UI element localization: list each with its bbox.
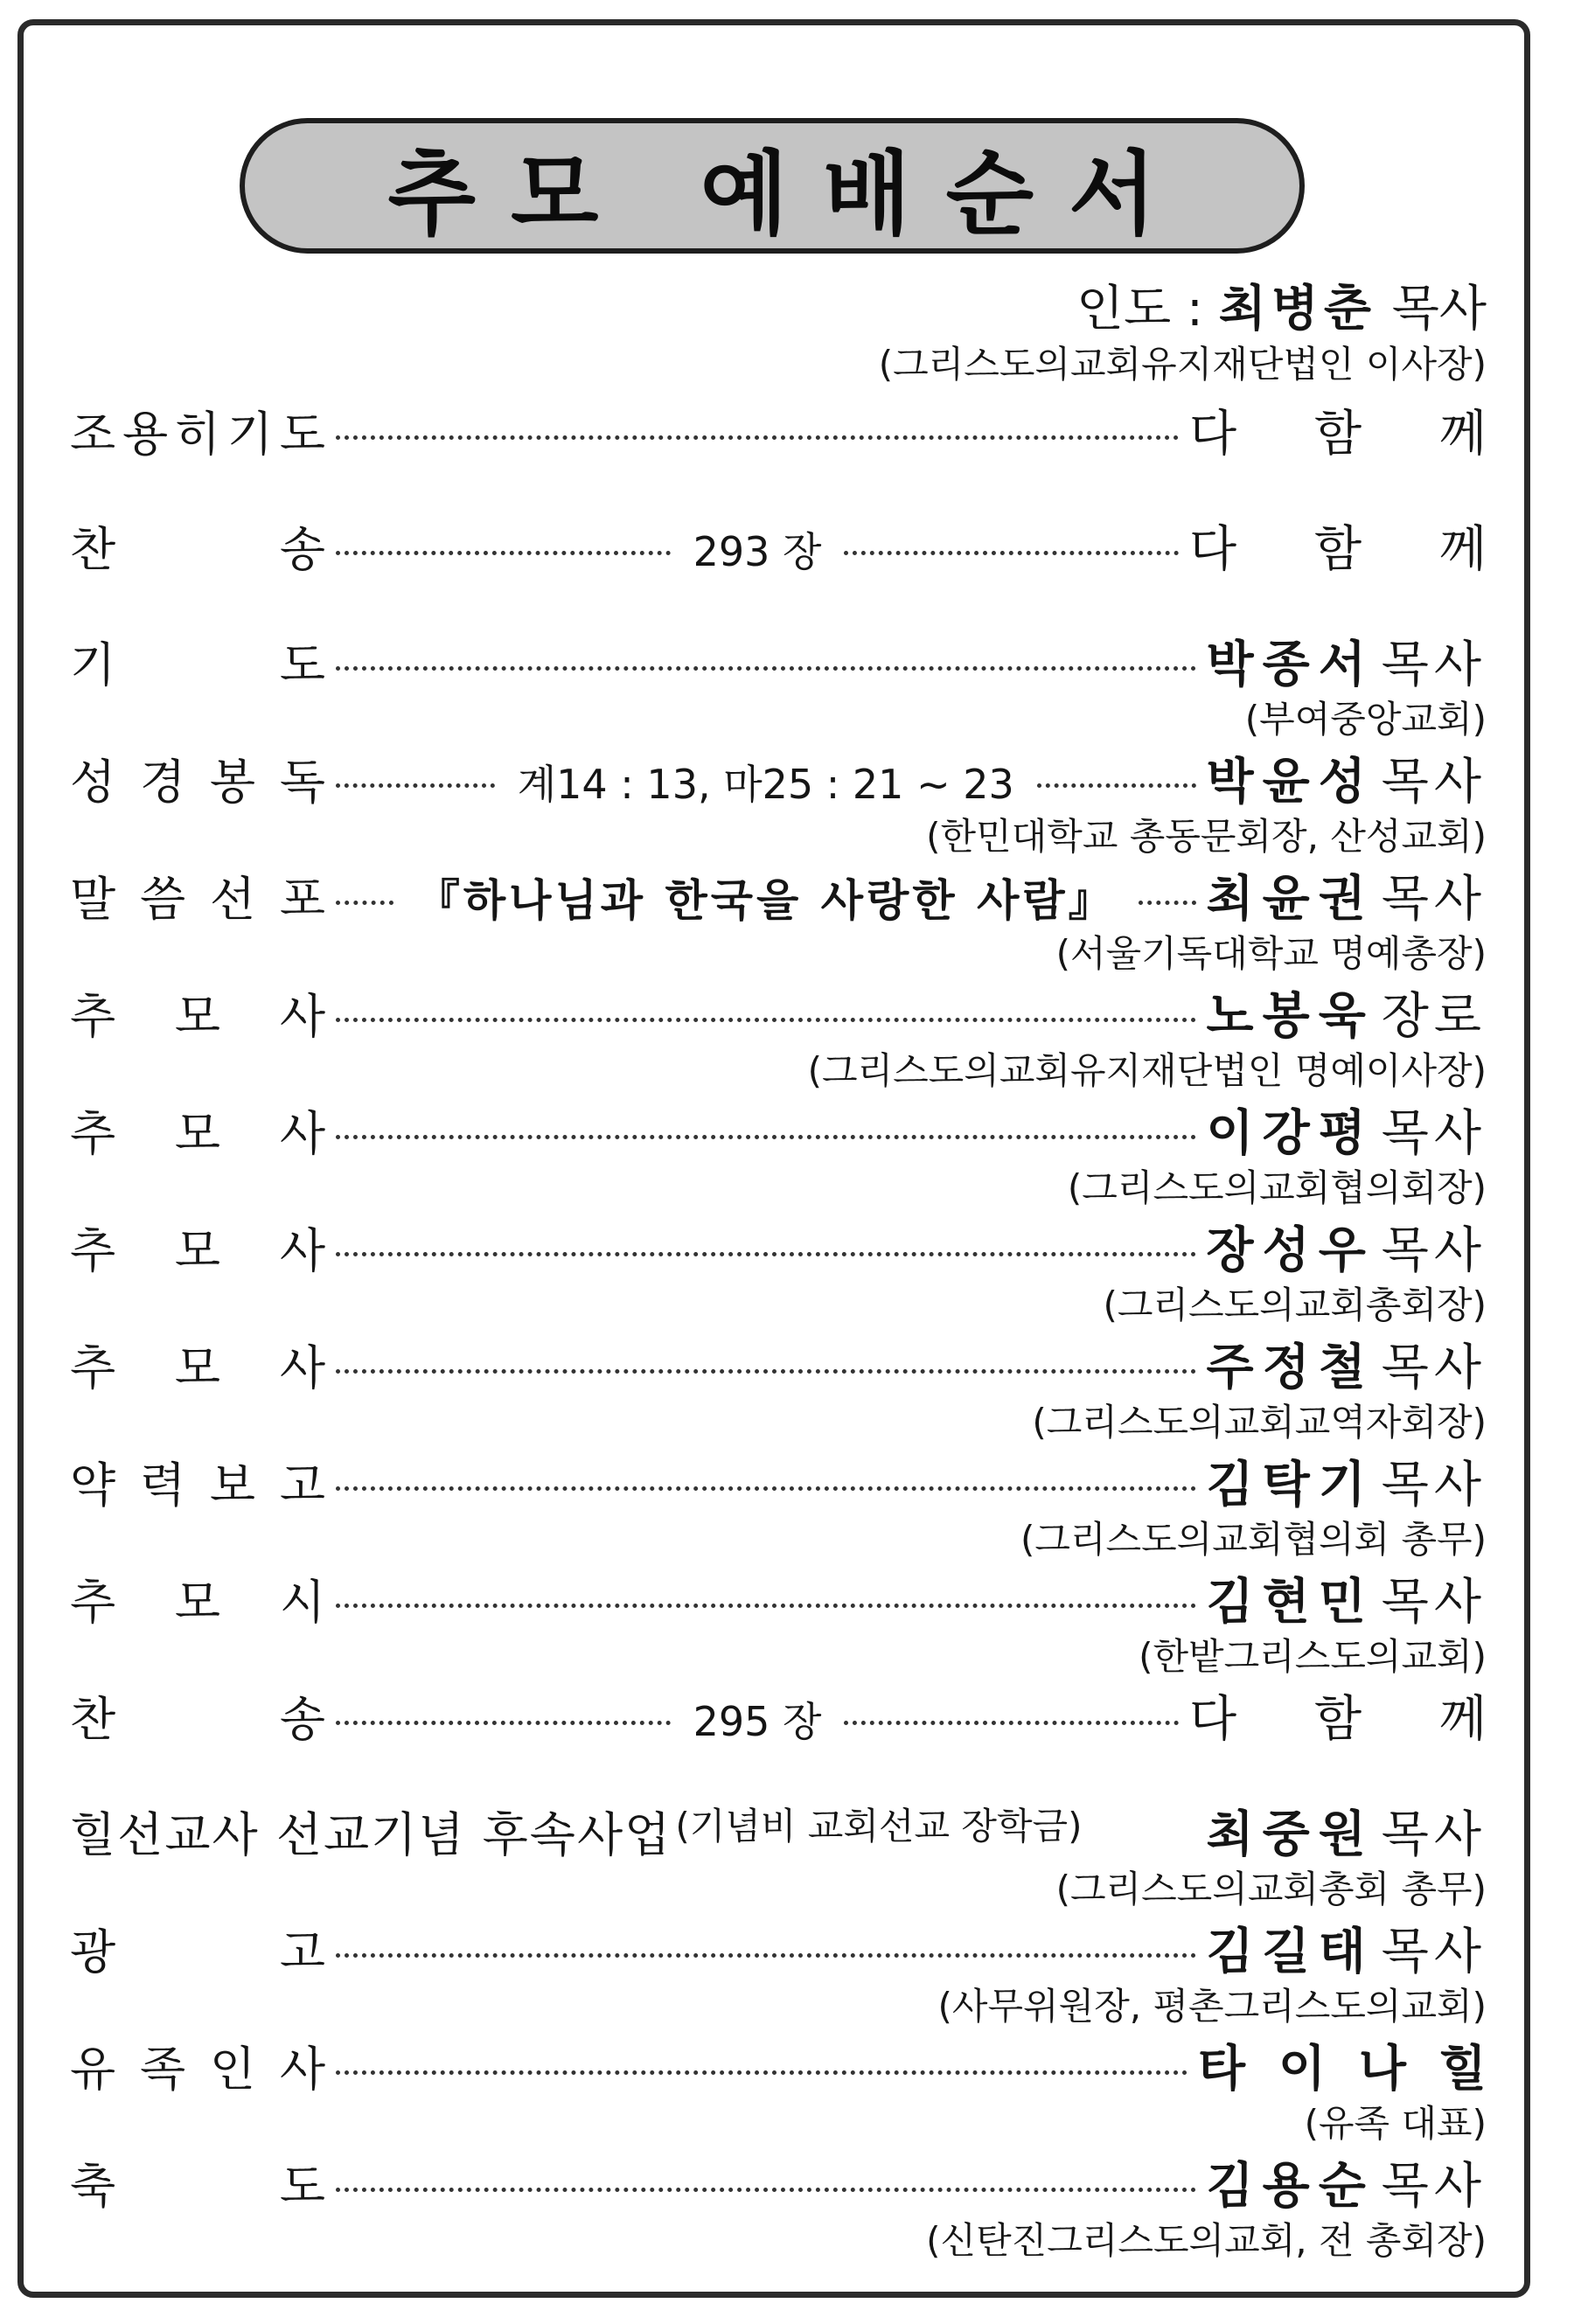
- service-item: [70, 1212, 1487, 1329]
- leader-dots: [336, 2070, 1187, 2075]
- item-participants: [1189, 511, 1487, 581]
- item-label-char: 씀: [139, 872, 186, 927]
- item-participants: [1189, 1680, 1487, 1750]
- item-person: [1207, 1446, 1487, 1516]
- service-row: [70, 626, 1487, 696]
- leader-dots: [336, 1018, 1196, 1022]
- participant-char: 께: [1438, 406, 1487, 463]
- item-label: [70, 1798, 1083, 1865]
- participant-char: 함: [1313, 1691, 1362, 1748]
- item-label-char: 도: [279, 637, 325, 692]
- item-label-char: 사: [279, 1223, 325, 1278]
- item-person: [1207, 860, 1487, 930]
- row-gap: [70, 581, 1487, 626]
- item-label-char: 보: [209, 1458, 256, 1513]
- person-title: 목사: [1381, 1574, 1487, 1631]
- item-person: [1207, 1329, 1487, 1399]
- leader-label: 인도 :: [1076, 281, 1203, 337]
- item-label-char: 조: [70, 407, 116, 462]
- person-title: 목사: [1381, 1924, 1487, 1980]
- person-title: 목사: [1381, 871, 1487, 928]
- person-name: 장성우: [1206, 1222, 1375, 1279]
- item-person: [1207, 2147, 1487, 2217]
- service-item: [70, 1796, 1487, 1913]
- person-affiliation: (신탄진그리스도의교회, 전 총회장): [926, 2219, 1487, 2262]
- service-item: [70, 743, 1487, 860]
- service-item: [70, 1446, 1487, 1563]
- item-label: [70, 745, 325, 812]
- item-label-char: 고: [279, 1924, 325, 1980]
- item-label: [70, 1915, 325, 1982]
- item-person: [1207, 1563, 1487, 1633]
- person-title: 장로: [1381, 988, 1487, 1045]
- item-label-char: 사: [279, 2042, 325, 2097]
- item-label: [70, 1448, 325, 1515]
- leader-dots: [1037, 783, 1196, 788]
- person-title: 목사: [1381, 1105, 1487, 1162]
- leader-dots: [336, 435, 1179, 440]
- item-label-char: 추: [70, 1223, 116, 1278]
- service-item: [70, 2030, 1487, 2147]
- participant-char: 다: [1189, 1691, 1237, 1748]
- item-label-char: 시: [279, 1575, 325, 1630]
- service-item: [70, 2147, 1487, 2265]
- leader-org: (그리스도의교회유지재단법인 이사장): [878, 343, 1487, 386]
- item-label-char: 사: [279, 989, 325, 1044]
- item-label-char: 추: [70, 1340, 116, 1395]
- service-item: [70, 511, 1487, 626]
- leader-title: 목사: [1391, 281, 1487, 337]
- item-label-char: 유: [70, 2042, 116, 2097]
- person-name: 김탁기: [1206, 1457, 1375, 1513]
- name-char: 타: [1198, 2041, 1246, 2098]
- item-label-char: 약: [70, 1458, 116, 1513]
- item-label-char: 모: [174, 1340, 221, 1395]
- item-label-char: 모: [174, 989, 221, 1044]
- person-affiliation: (그리스도의교회총회 총무): [1055, 1868, 1487, 1910]
- leader-dots: [336, 1135, 1196, 1139]
- leader-name: 최병춘: [1218, 281, 1376, 337]
- service-row: [70, 1212, 1487, 1282]
- name-char: 힐: [1438, 2041, 1487, 2098]
- person-name: 김현민: [1206, 1574, 1375, 1631]
- participant-char: 께: [1438, 521, 1487, 578]
- participant-char: 함: [1313, 406, 1362, 463]
- person-affiliation: (한밭그리스도의교회): [1139, 1635, 1487, 1678]
- item-label-char: 기: [226, 407, 274, 462]
- item-label-char: 경: [139, 755, 186, 810]
- leader-dots: [336, 1369, 1196, 1374]
- item-label-char: 축: [70, 2159, 116, 2214]
- person-title: 목사: [1381, 1457, 1487, 1513]
- service-row: [70, 395, 1487, 465]
- leader-dots: [336, 2188, 1196, 2192]
- item-person: [1207, 626, 1487, 696]
- name-char: 이: [1278, 2041, 1327, 2098]
- item-label-text: 힐선교사 선교기념 후속사업: [70, 1807, 672, 1862]
- item-label-char: 송: [279, 522, 325, 577]
- item-label: [70, 628, 325, 695]
- participant-char: 께: [1438, 1691, 1487, 1748]
- row-gap: [70, 1750, 1487, 1796]
- service-item: [70, 395, 1487, 511]
- service-item: [70, 1680, 1487, 1796]
- item-label-char: 히: [174, 407, 221, 462]
- item-label: [70, 1096, 325, 1164]
- service-item: [70, 1913, 1487, 2030]
- item-label-char: 모: [174, 1223, 221, 1278]
- person-name: 이강평: [1206, 1105, 1375, 1162]
- item-label-char: 독: [279, 755, 325, 810]
- item-label-note: (기념비 교회선교 장학금): [675, 1805, 1083, 1847]
- service-row: [70, 2030, 1487, 2100]
- service-item: [70, 978, 1487, 1095]
- item-label-char: 력: [139, 1458, 186, 1513]
- person-name: 최중원: [1206, 1806, 1375, 1863]
- person-title: 목사: [1381, 2158, 1487, 2215]
- service-item: [70, 860, 1487, 978]
- item-person-name: [1198, 2030, 1487, 2100]
- item-label-char: 성: [70, 755, 116, 810]
- person-name: 박윤성: [1206, 754, 1375, 811]
- title-banner: [240, 118, 1305, 254]
- item-person: [1207, 1796, 1487, 1866]
- item-person: [1207, 978, 1487, 1047]
- item-label-char: 용: [122, 407, 169, 462]
- service-row: [70, 1095, 1487, 1165]
- leader-dots: [336, 551, 671, 555]
- person-affiliation: (그리스도의교회총회장): [1103, 1284, 1487, 1326]
- page-title: 추모 예배순서: [387, 140, 1192, 247]
- leader-block: [879, 280, 1487, 390]
- item-detail: 『하나님과 한국을 사랑한 사람』: [415, 875, 1116, 926]
- item-label: [70, 512, 325, 580]
- service-row: [70, 1329, 1487, 1399]
- item-label: [70, 1682, 325, 1750]
- person-name: 노봉욱: [1206, 988, 1375, 1045]
- leader-dots: [336, 901, 394, 905]
- item-label-char: 모: [174, 1575, 221, 1630]
- item-label: [70, 862, 325, 929]
- item-label-char: 포: [279, 872, 325, 927]
- leader-dots: [336, 1604, 1196, 1608]
- item-detail: 293 장: [693, 528, 822, 575]
- leader-dots: [336, 1721, 671, 1725]
- item-label: [70, 979, 325, 1047]
- item-label-char: 추: [70, 1575, 116, 1630]
- service-row: [70, 860, 1487, 930]
- leader-dots: [336, 1252, 1196, 1256]
- row-gap: [70, 465, 1487, 511]
- item-label: [70, 1214, 325, 1281]
- service-item: [70, 1329, 1487, 1446]
- item-label-char: 말: [70, 872, 116, 927]
- item-label-char: 인: [209, 2042, 256, 2097]
- person-name: 박종서: [1206, 637, 1375, 693]
- person-affiliation: (그리스도의교회협의회 총무): [1020, 1518, 1487, 1561]
- item-label-char: 기: [70, 637, 116, 692]
- item-label: [70, 1565, 325, 1632]
- person-affiliation: (한민대학교 총동문회장, 산성교회): [926, 815, 1487, 858]
- item-participants: [1189, 395, 1487, 465]
- leader-dots: [844, 551, 1179, 555]
- person-affiliation: (그리스도의교회교역자회장): [1032, 1401, 1487, 1444]
- person-title: 목사: [1381, 1222, 1487, 1279]
- item-label-char: 선: [209, 872, 256, 927]
- leader-dots: [336, 1486, 1196, 1491]
- participant-char: 함: [1313, 521, 1362, 578]
- person-affiliation: (유족 대표): [1304, 2102, 1487, 2145]
- item-person: [1207, 1212, 1487, 1282]
- leader-dots: [336, 666, 1196, 671]
- item-label-char: 추: [70, 989, 116, 1044]
- participant-char: 다: [1189, 521, 1237, 578]
- item-label-char: 사: [279, 1340, 325, 1395]
- service-item: [70, 1563, 1487, 1680]
- leader-dots: [1139, 901, 1196, 905]
- person-name: 김길태: [1206, 1924, 1375, 1980]
- service-item: [70, 626, 1487, 743]
- person-affiliation: (그리스도의교회유지재단법인 명예이사장): [807, 1049, 1487, 1092]
- item-label-char: 도: [279, 407, 325, 462]
- item-label-char: 사: [279, 1106, 325, 1161]
- person-name: 주정철: [1206, 1339, 1375, 1396]
- service-row: [70, 1563, 1487, 1633]
- person-affiliation: (그리스도의교회협의회장): [1067, 1166, 1487, 1209]
- item-label-char: 광: [70, 1924, 116, 1980]
- person-affiliation: (사무위원장, 평촌그리스도의교회): [937, 1985, 1487, 2028]
- service-row: [70, 1446, 1487, 1516]
- item-label-char: 모: [174, 1106, 221, 1161]
- person-title: 목사: [1381, 637, 1487, 693]
- service-row: [70, 511, 1487, 581]
- service-row: [70, 1913, 1487, 1983]
- person-name: 김용순: [1206, 2158, 1375, 2215]
- service-item: [70, 1095, 1487, 1212]
- item-label-char: 찬: [70, 522, 116, 577]
- leader-line: [879, 280, 1487, 339]
- service-row: [70, 1680, 1487, 1750]
- person-title: 목사: [1381, 1339, 1487, 1396]
- person-affiliation: (서울기독대학교 명예총장): [1055, 932, 1487, 975]
- item-label-char: 고: [279, 1458, 325, 1513]
- item-person: [1207, 1095, 1487, 1165]
- service-row: [70, 978, 1487, 1047]
- leader-dots: [844, 1721, 1179, 1725]
- item-label-char: 족: [139, 2042, 186, 2097]
- item-detail: 295 장: [693, 1698, 822, 1745]
- item-label-char: 추: [70, 1106, 116, 1161]
- person-title: 목사: [1381, 1806, 1487, 1863]
- item-label-char: 송: [279, 1692, 325, 1747]
- item-label: [70, 397, 325, 464]
- person-affiliation: (부여중앙교회): [1244, 698, 1487, 741]
- item-label-char: 봉: [209, 755, 256, 810]
- order-of-service: [70, 395, 1487, 2265]
- name-char: 나: [1358, 2041, 1407, 2098]
- participant-char: 다: [1189, 406, 1237, 463]
- service-row: [70, 1796, 1487, 1866]
- item-label-char: 찬: [70, 1692, 116, 1747]
- leader-dots: [336, 783, 495, 788]
- item-person: [1207, 743, 1487, 813]
- item-detail: 계14 : 13, 마25 : 21 ~ 23: [517, 761, 1014, 808]
- service-row: [70, 743, 1487, 813]
- service-row: [70, 2147, 1487, 2217]
- item-label: [70, 2032, 325, 2099]
- item-label-char: 도: [279, 2159, 325, 2214]
- item-label: [70, 2149, 325, 2216]
- item-label: [70, 1331, 325, 1398]
- leader-dots: [336, 1953, 1196, 1958]
- person-title: 목사: [1381, 754, 1487, 811]
- item-person: [1207, 1913, 1487, 1983]
- person-name: 최윤권: [1206, 871, 1375, 928]
